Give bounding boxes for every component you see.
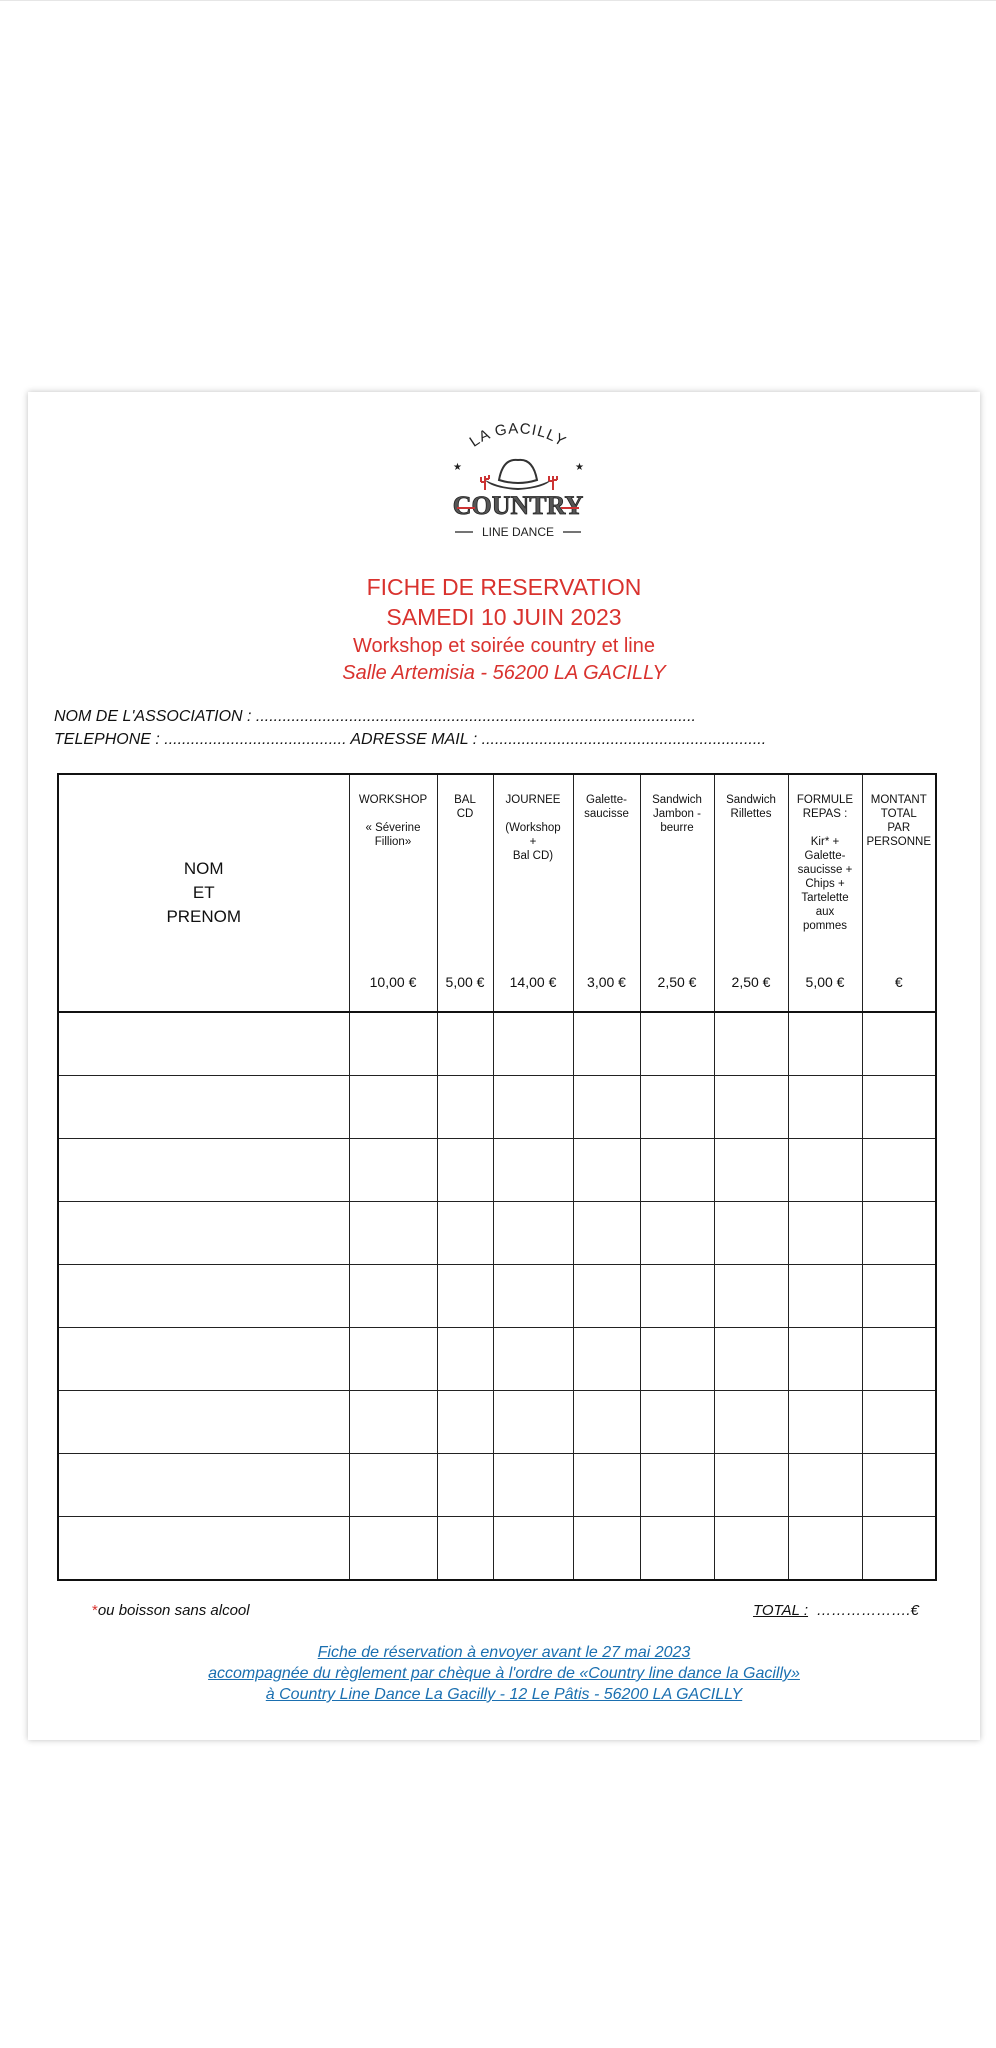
entry-cell[interactable] — [640, 1139, 714, 1202]
entry-cell[interactable] — [493, 1517, 573, 1581]
entry-cell[interactable] — [862, 1202, 936, 1265]
table-header-row — [58, 774, 936, 1012]
table-row — [58, 1265, 936, 1328]
name-cell[interactable] — [58, 1328, 349, 1391]
svg-text:★: ★ — [575, 462, 584, 473]
svg-text:★: ★ — [453, 462, 462, 473]
name-cell[interactable] — [58, 1139, 349, 1202]
reservation-table — [57, 773, 937, 1581]
entry-cell[interactable] — [714, 1076, 788, 1139]
logo-word: COUNTRY — [452, 491, 584, 520]
entry-cell[interactable] — [640, 1265, 714, 1328]
entry-cell[interactable] — [573, 1139, 640, 1202]
entry-cell[interactable] — [493, 1391, 573, 1454]
telephone-email-field[interactable]: TELEPHONE : ......................................... ADRESSE MAIL : ................................................................ — [54, 731, 767, 748]
entry-cell[interactable] — [788, 1391, 862, 1454]
entry-cell[interactable] — [493, 1265, 573, 1328]
entry-cell[interactable] — [788, 1265, 862, 1328]
entry-cell[interactable] — [573, 1454, 640, 1517]
title-line-4: Salle Artemisia - 56200 LA GACILLY — [342, 662, 666, 684]
entry-cell[interactable] — [788, 1012, 862, 1076]
entry-cell[interactable] — [640, 1012, 714, 1076]
entry-cell[interactable] — [573, 1328, 640, 1391]
entry-cell[interactable] — [640, 1076, 714, 1139]
entry-cell[interactable] — [714, 1202, 788, 1265]
entry-cell[interactable] — [437, 1139, 493, 1202]
name-cell[interactable] — [58, 1076, 349, 1139]
entry-cell[interactable] — [788, 1328, 862, 1391]
entry-cell[interactable] — [437, 1265, 493, 1328]
total-field[interactable]: TOTAL : ……………….€ — [753, 1602, 919, 1619]
entry-cell[interactable] — [493, 1012, 573, 1076]
price-journee: 14,00 € — [509, 974, 557, 990]
instructions-line-2: accompagnée du règlement par chèque à l'ordre de «Country line dance la Gacilly» — [208, 1665, 800, 1682]
entry-cell[interactable] — [493, 1202, 573, 1265]
entry-cell[interactable] — [493, 1328, 573, 1391]
reservation-sheet — [28, 392, 980, 1740]
entry-cell[interactable] — [862, 1391, 936, 1454]
entry-cell[interactable] — [862, 1517, 936, 1581]
entry-cell[interactable] — [862, 1454, 936, 1517]
col-sandwich-jambon: Sandwich Jambon - beurre 2,50 € — [640, 774, 714, 1012]
entry-cell[interactable] — [573, 1012, 640, 1076]
entry-cell[interactable] — [349, 1076, 437, 1139]
entry-cell[interactable] — [493, 1139, 573, 1202]
entry-cell[interactable] — [640, 1517, 714, 1581]
entry-cell[interactable] — [437, 1202, 493, 1265]
entry-cell[interactable] — [573, 1391, 640, 1454]
entry-cell[interactable] — [640, 1391, 714, 1454]
entry-cell[interactable] — [437, 1391, 493, 1454]
instructions-line-1: Fiche de réservation à envoyer avant le 27 mai 2023 — [317, 1644, 691, 1661]
association-field[interactable]: NOM DE L'ASSOCIATION : ................................................................................................... — [54, 708, 696, 725]
entry-cell[interactable] — [573, 1202, 640, 1265]
entry-cell[interactable] — [714, 1454, 788, 1517]
entry-cell[interactable] — [349, 1265, 437, 1328]
price-workshop: 10,00 € — [369, 974, 417, 990]
entry-cell[interactable] — [349, 1391, 437, 1454]
footnote: *ou boisson sans alcool — [92, 1602, 250, 1619]
entry-cell[interactable] — [862, 1139, 936, 1202]
entry-cell[interactable] — [573, 1076, 640, 1139]
entry-cell[interactable] — [714, 1265, 788, 1328]
price-sandwich-rillettes: 2,50 € — [731, 974, 771, 990]
svg-text:LA GACILLY — [467, 420, 570, 450]
entry-cell[interactable] — [349, 1139, 437, 1202]
entry-cell[interactable] — [437, 1517, 493, 1581]
entry-cell[interactable] — [714, 1328, 788, 1391]
table-row — [58, 1202, 936, 1265]
price-sandwich-jambon: 2,50 € — [657, 974, 697, 990]
price-montant-total: € — [894, 974, 903, 990]
entry-cell[interactable] — [437, 1328, 493, 1391]
col-workshop: WORKSHOP « Séverine Fillion» 10,00 € — [349, 774, 437, 1012]
country-line-dance-logo — [423, 418, 613, 538]
price-galette-saucisse: 3,00 € — [587, 974, 626, 990]
name-cell[interactable] — [58, 1202, 349, 1265]
logo-sub: LINE DANCE — [481, 525, 555, 538]
entry-cell[interactable] — [437, 1012, 493, 1076]
col-galette-saucisse: Galette- saucisse 3,00 € — [573, 774, 640, 1012]
col-bal-cd: BAL CD 5,00 € — [437, 774, 493, 1012]
entry-cell[interactable] — [640, 1328, 714, 1391]
price-bal-cd: 5,00 € — [445, 974, 485, 990]
entry-cell[interactable] — [714, 1391, 788, 1454]
entry-cell[interactable] — [788, 1139, 862, 1202]
table-row — [58, 1328, 936, 1391]
instructions-line-3: à Country Line Dance La Gacilly - 12 Le Pâtis - 56200 LA GACILLY — [265, 1686, 743, 1703]
entry-cell[interactable] — [862, 1012, 936, 1076]
entry-cell[interactable] — [788, 1517, 862, 1581]
col-formule-repas: FORMULE REPAS : Kir* + Galette- saucisse + Chips + Tartelette aux pommes 5,00 € — [788, 774, 862, 1012]
entry-cell[interactable] — [862, 1265, 936, 1328]
entry-cell[interactable] — [788, 1076, 862, 1139]
table-row — [58, 1391, 936, 1454]
title-line-1: FICHE DE RESERVATION — [366, 574, 642, 600]
entry-cell[interactable] — [349, 1202, 437, 1265]
table-row — [58, 1517, 936, 1581]
entry-cell[interactable] — [714, 1139, 788, 1202]
entry-cell[interactable] — [862, 1076, 936, 1139]
entry-cell[interactable] — [493, 1076, 573, 1139]
entry-cell[interactable] — [573, 1265, 640, 1328]
table-row — [58, 1012, 936, 1076]
table-row — [58, 1076, 936, 1139]
name-cell[interactable] — [58, 1012, 349, 1076]
table-row — [58, 1139, 936, 1202]
entry-cell[interactable] — [788, 1454, 862, 1517]
entry-cell[interactable] — [349, 1328, 437, 1391]
entry-cell[interactable] — [349, 1012, 437, 1076]
entry-cell[interactable] — [493, 1454, 573, 1517]
top-divider — [0, 0, 996, 1]
entry-cell[interactable] — [862, 1328, 936, 1391]
name-cell[interactable] — [58, 1454, 349, 1517]
entry-cell[interactable] — [349, 1517, 437, 1581]
entry-cell[interactable] — [349, 1454, 437, 1517]
logo-arc-text: LA GACILLY — [466, 420, 570, 451]
entry-cell[interactable] — [714, 1012, 788, 1076]
title-line-2: SAMEDI 10 JUIN 2023 — [386, 604, 622, 630]
title-line-3: Workshop et soirée country et line — [352, 635, 655, 657]
name-cell[interactable] — [58, 1265, 349, 1328]
price-formule-repas: 5,00 € — [805, 974, 845, 990]
name-cell[interactable] — [58, 1391, 349, 1454]
col-sandwich-rillettes: Sandwich Rillettes 2,50 € — [714, 774, 788, 1012]
table-row — [58, 1454, 936, 1517]
col-montant-total: MONTANT TOTAL PAR PERSONNE € — [862, 774, 936, 1012]
name-header: NOM ET PRENOM — [58, 774, 349, 1012]
entry-cell[interactable] — [437, 1454, 493, 1517]
entry-cell[interactable] — [640, 1202, 714, 1265]
col-journee: JOURNEE (Workshop + Bal CD) 14,00 € — [493, 774, 573, 1012]
entry-cell[interactable] — [437, 1076, 493, 1139]
name-cell[interactable] — [58, 1517, 349, 1581]
entry-cell[interactable] — [573, 1517, 640, 1581]
entry-cell[interactable] — [788, 1202, 862, 1265]
entry-cell[interactable] — [714, 1517, 788, 1581]
entry-cell[interactable] — [640, 1454, 714, 1517]
